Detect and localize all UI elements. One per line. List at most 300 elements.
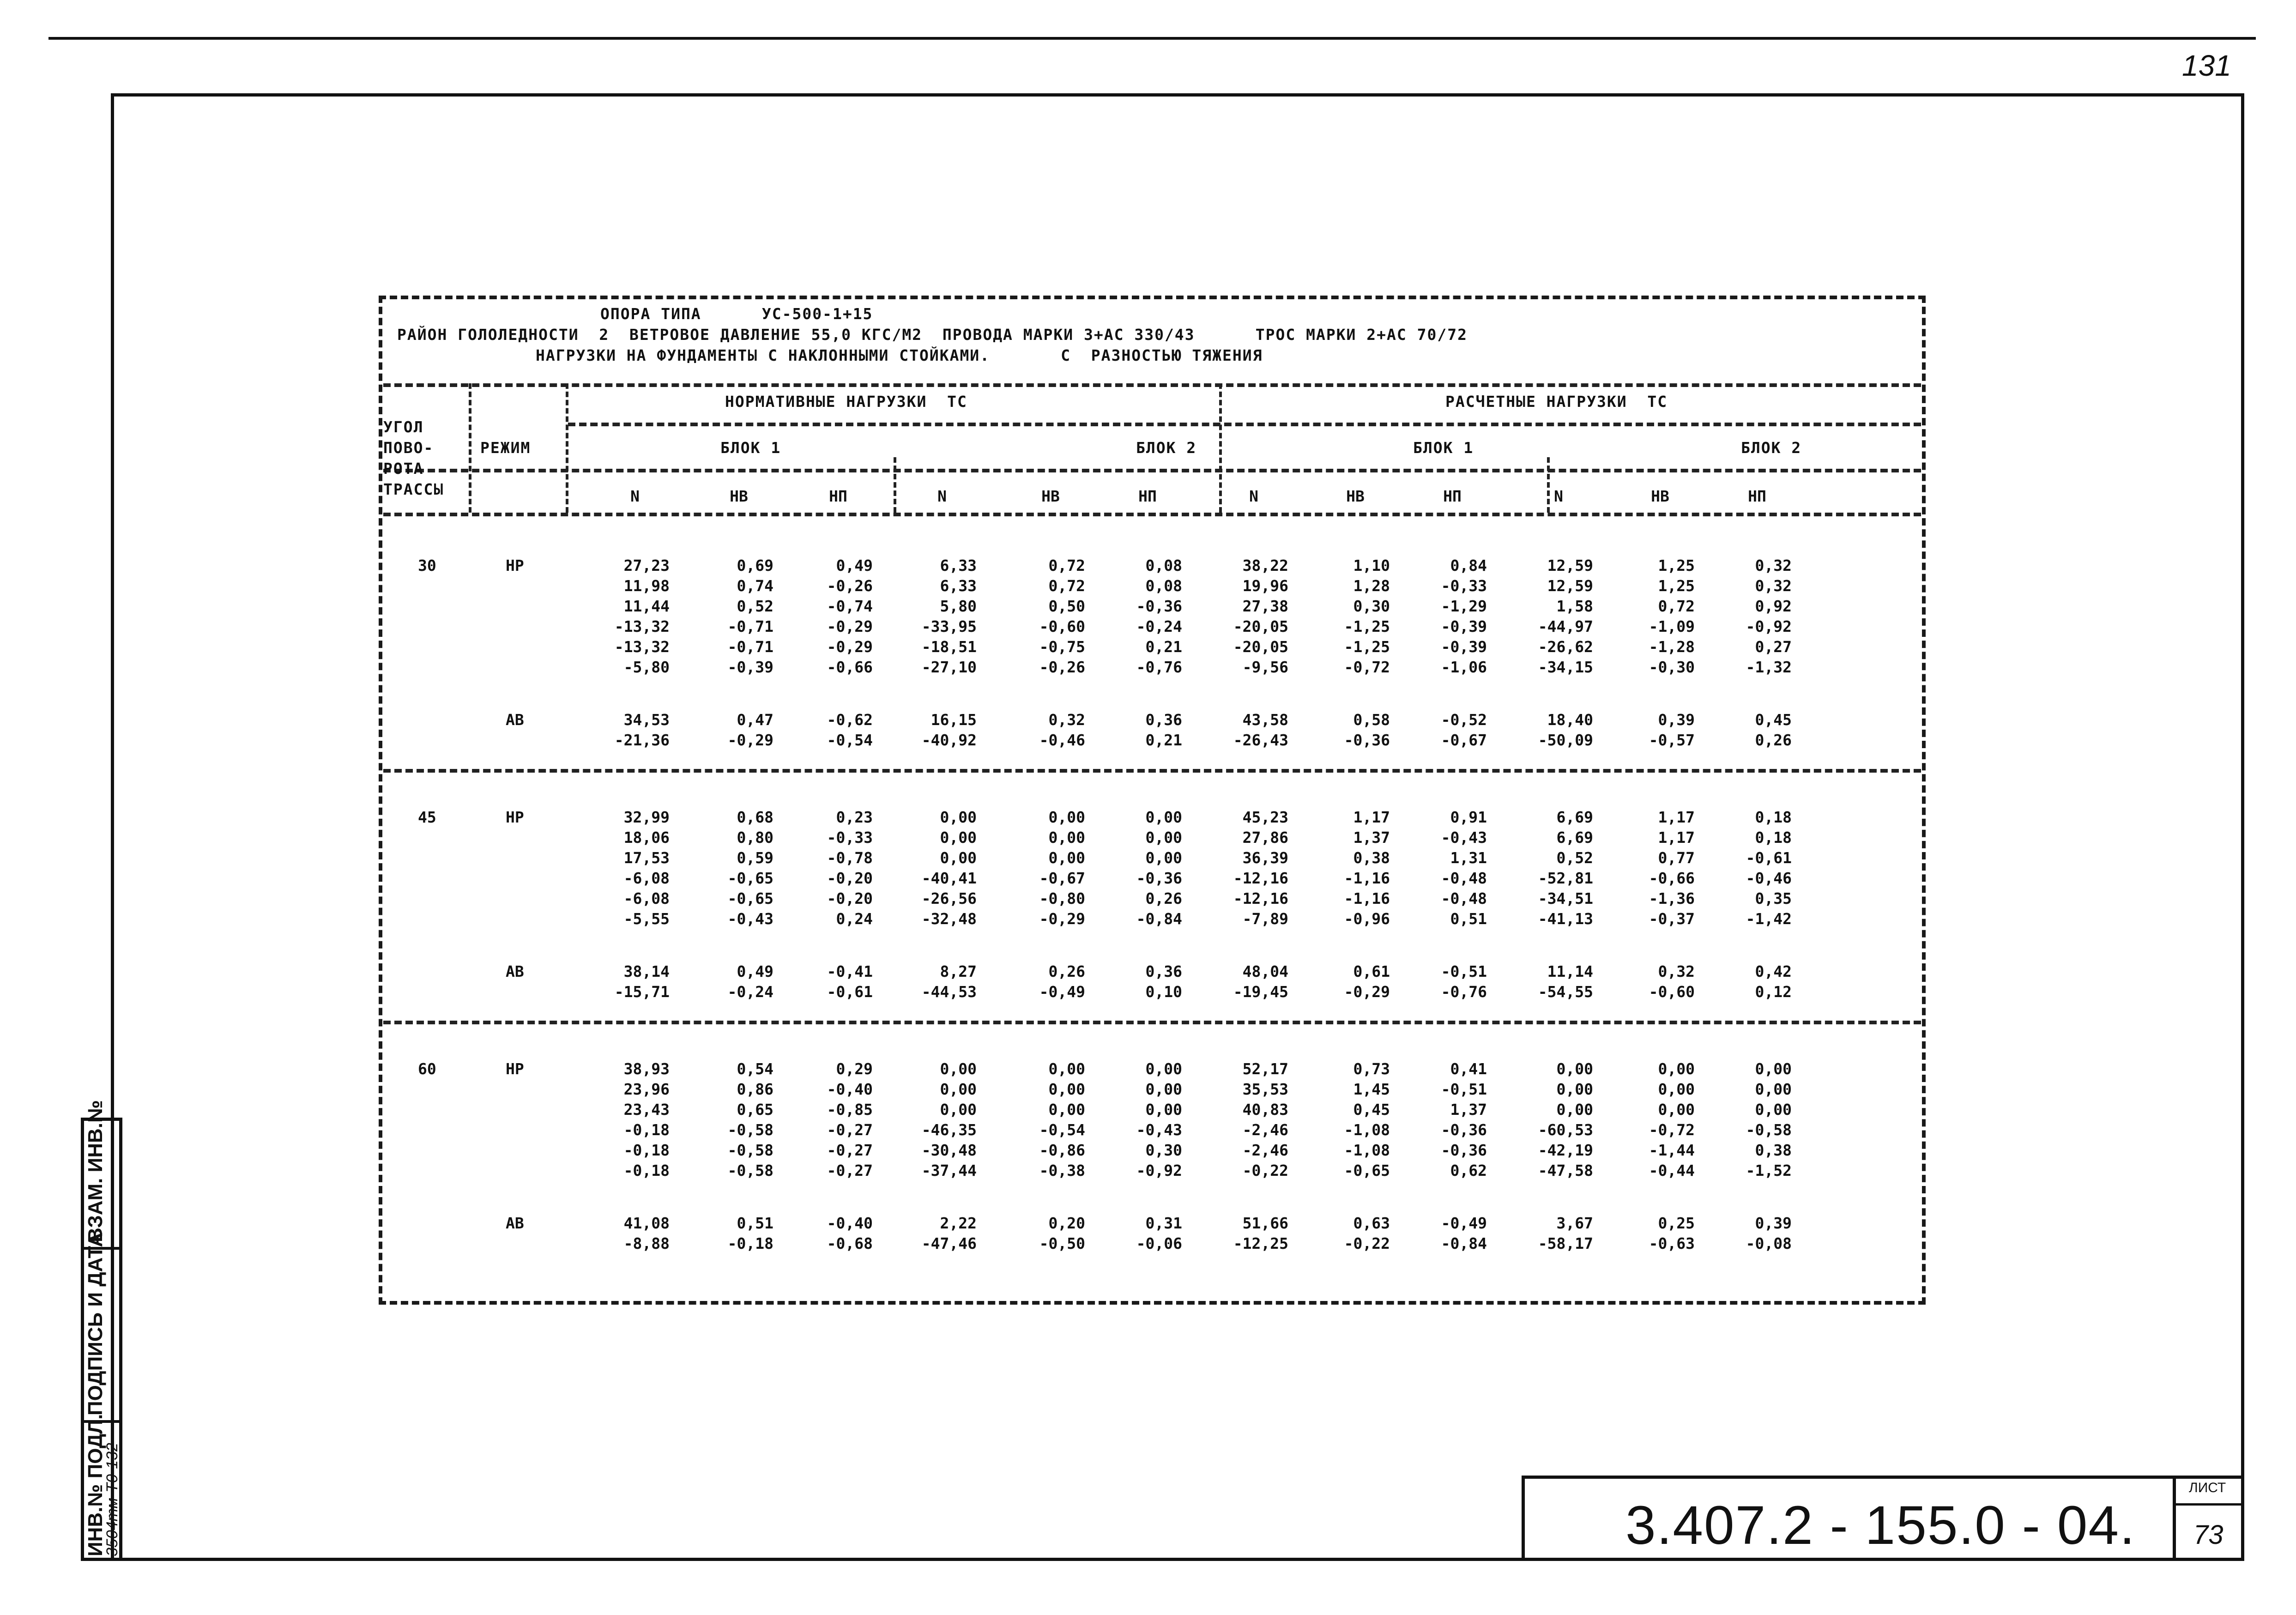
table-cell: -21,36 [614,731,670,749]
table-cell: -7,89 [1242,910,1288,928]
table-cell: -6,08 [623,889,670,907]
table-cell: -0,26 [827,577,873,595]
table-cell: 0,25 [1658,1214,1695,1232]
table-cell: -1,25 [1344,617,1390,635]
table-cell: 2,22 [940,1214,977,1232]
table-cell: -0,46 [1746,869,1792,887]
column-rule [566,383,568,513]
table-cell: -0,75 [1039,638,1085,656]
table-cell: 27,38 [1242,597,1288,615]
table-cell: -0,36 [1344,731,1390,749]
table-cell: -44,53 [921,983,977,1001]
table-cell: -9,56 [1242,658,1288,676]
table-cell: 34,53 [623,711,670,729]
table-cell: -42,19 [1538,1141,1593,1159]
table-cell: 0,26 [1755,731,1792,749]
table-cell: -0,60 [1039,617,1085,635]
table-cell: 0,00 [1755,1101,1792,1119]
table-cell: 51,66 [1242,1214,1288,1232]
table-cell: -0,49 [1039,983,1085,1001]
table-cell: -0,54 [827,731,873,749]
header-conditions: РАЙОН ГОЛОЛЕДНОСТИ 2 ВЕТРОВОЕ ДАВЛЕНИЕ 55,0 КГС/М2 ПРОВОДА МАРКИ 3+АС 330/43 ТРОС МАРКИ 2+АС 70/72 [397,326,1468,344]
table-cell: -5,80 [623,658,670,676]
table-cell: 45,23 [1242,808,1288,826]
table-cell: 0,24 [836,910,873,928]
table-cell: 17,53 [623,849,670,867]
table-cell: -0,65 [1344,1161,1390,1179]
col-design: РАСЧЕТНЫЕ НАГРУЗКИ ТС [1445,393,1668,411]
table-cell: 1,25 [1658,556,1695,575]
table-cell: 0,36 [1145,962,1182,980]
table-cell: -0,68 [827,1234,873,1252]
table-cell: -0,51 [1441,962,1487,980]
mode-value: НР [506,556,524,575]
table-cell: -1,29 [1441,597,1487,615]
table-cell: 0,00 [1755,1080,1792,1098]
col-norm-block1: БЛОК 1 [720,439,781,457]
table-cell: -26,62 [1538,638,1593,656]
table-cell: 0,18 [1755,808,1792,826]
subcol-header: НВ [1651,487,1669,505]
table-cell: 0,59 [737,849,773,867]
table-cell: -0,51 [1441,1080,1487,1098]
table-cell: 19,96 [1242,577,1288,595]
table-cell: 11,98 [623,577,670,595]
table-cell: 0,50 [1048,597,1085,615]
table-cell: -0,18 [623,1161,670,1179]
table-cell: -0,76 [1136,658,1182,676]
col-design-block2: БЛОК 2 [1741,439,1802,457]
table-cell: 0,74 [737,577,773,595]
subcol-header: НП [1138,487,1157,505]
table-cell: -0,18 [623,1121,670,1139]
table-cell: -0,61 [827,983,873,1001]
table-cell: 3,67 [1556,1214,1593,1232]
table-cell: -47,46 [921,1234,977,1252]
table-cell: -0,62 [827,711,873,729]
table-cell: -8,88 [623,1234,670,1252]
table-cell: -0,18 [727,1234,773,1252]
table-cell: -2,46 [1242,1141,1288,1159]
table-cell: -0,92 [1746,617,1792,635]
table-cell: -0,80 [1039,889,1085,907]
table-cell: -60,53 [1538,1121,1593,1139]
table-cell: 0,32 [1755,577,1792,595]
table-cell: 1,37 [1450,1101,1487,1119]
table-cell: -0,39 [1441,638,1487,656]
table-cell: -46,35 [921,1121,977,1139]
table-cell: 0,51 [737,1214,773,1232]
table-cell: -13,32 [614,638,670,656]
table-cell: 0,27 [1755,638,1792,656]
table-cell: 0,41 [1450,1060,1487,1078]
table-cell: 0,00 [1145,829,1182,847]
table-cell: 0,39 [1755,1214,1792,1232]
table-cell: -1,08 [1344,1121,1390,1139]
table-cell: 0,42 [1755,962,1792,980]
table-cell: 0,00 [1556,1060,1593,1078]
subcol-header: НВ [730,487,748,505]
table-cell: 6,69 [1556,829,1593,847]
table-cell: -0,58 [727,1121,773,1139]
table-cell: -5,55 [623,910,670,928]
table-cell: 0,00 [1048,849,1085,867]
table-cell: -0,29 [827,617,873,635]
table-cell: -0,86 [1039,1141,1085,1159]
subcol-header: N [630,487,640,505]
table-cell: -0,22 [1344,1234,1390,1252]
table-cell: 0,20 [1048,1214,1085,1232]
table-cell: -26,56 [921,889,977,907]
table-cell: 0,68 [737,808,773,826]
table-cell: 43,58 [1242,711,1288,729]
table-cell: 0,38 [1755,1141,1792,1159]
table-cell: 0,00 [940,829,977,847]
table-cell: -0,20 [827,889,873,907]
table-cell: -27,10 [921,658,977,676]
table-cell: 16,15 [930,711,977,729]
table-cell: -20,05 [1233,617,1288,635]
col-angle-3: РОТА [383,460,424,478]
table-cell: 0,00 [1145,1060,1182,1078]
table-cell: -0,40 [827,1080,873,1098]
table-cell: -0,46 [1039,731,1085,749]
table-cell: -13,32 [614,617,670,635]
subcol-header: НП [1443,487,1462,505]
table-cell: -0,65 [727,869,773,887]
table-cell: -1,25 [1344,638,1390,656]
table-cell: 0,00 [1755,1060,1792,1078]
table-cell: 0,00 [1145,808,1182,826]
table-cell: 40,83 [1242,1101,1288,1119]
table-cell: -19,45 [1233,983,1288,1001]
table-cell: 38,22 [1242,556,1288,575]
table-cell: -0,41 [827,962,873,980]
table-cell: 0,91 [1450,808,1487,826]
subcol-header: НВ [1346,487,1365,505]
col-angle-4: ТРАССЫ [383,480,444,498]
table-cell: -2,46 [1242,1121,1288,1139]
table-cell: 0,00 [940,808,977,826]
table-cell: -0,27 [827,1141,873,1159]
table-cell: 0,30 [1145,1141,1182,1159]
table-cell: 1,10 [1353,556,1390,575]
table-divider [383,1021,1921,1024]
subcol-header: N [937,487,947,505]
mode-value: НР [506,808,524,826]
col-angle-2: ПОВО- [383,439,434,457]
table-cell: -0,78 [827,849,873,867]
table-cell: -0,66 [1649,869,1695,887]
table-cell: -0,67 [1441,731,1487,749]
table-cell: -0,39 [1441,617,1487,635]
table-cell: 0,32 [1755,556,1792,575]
table-cell: -34,51 [1538,889,1593,907]
table-cell: 0,84 [1450,556,1487,575]
table-cell: 0,35 [1755,889,1792,907]
table-cell: 0,00 [940,1080,977,1098]
table-cell: -15,71 [614,983,670,1001]
table-cell: -0,43 [1441,829,1487,847]
angle-value: 30 [418,556,436,575]
subcol-header: НП [829,487,847,505]
table-cell: -0,48 [1441,869,1487,887]
table-cell: -1,44 [1649,1141,1695,1159]
table-cell: 23,43 [623,1101,670,1119]
sheet-number: 73 [2193,1520,2223,1550]
table-cell: -6,08 [623,869,670,887]
table-divider [383,383,1921,387]
table-cell: -26,43 [1233,731,1288,749]
table-cell: -0,37 [1649,910,1695,928]
table-cell: -0,44 [1649,1161,1695,1179]
table-cell: -0,92 [1136,1161,1182,1179]
table-cell: -30,48 [921,1141,977,1159]
mode-value: НР [506,1060,524,1078]
table-cell: 0,00 [1658,1101,1695,1119]
table-cell: -37,44 [921,1161,977,1179]
table-cell: -0,52 [1441,711,1487,729]
table-cell: 0,00 [940,1060,977,1078]
table-cell: 0,08 [1145,556,1182,575]
table-cell: 0,69 [737,556,773,575]
column-rule [894,457,896,513]
table-cell: 38,93 [623,1060,670,1078]
table-cell: 0,61 [1353,962,1390,980]
table-cell: -34,15 [1538,658,1593,676]
table-cell: 6,69 [1556,808,1593,826]
table-cell: 0,00 [1556,1101,1593,1119]
table-cell: 0,23 [836,808,873,826]
table-cell: 0,51 [1450,910,1487,928]
table-cell: -0,72 [1649,1121,1695,1139]
table-cell: 38,14 [623,962,670,980]
table-cell: 0,00 [1145,1080,1182,1098]
table-cell: -0,85 [827,1101,873,1119]
subcol-header: N [1554,487,1563,505]
table-cell: 0,31 [1145,1214,1182,1232]
table-cell: -0,60 [1649,983,1695,1001]
table-cell: 0,80 [737,829,773,847]
table-cell: -0,30 [1649,658,1695,676]
table-cell: -0,24 [1136,617,1182,635]
table-cell: -0,71 [727,638,773,656]
table-cell: -44,97 [1538,617,1593,635]
table-cell: -0,38 [1039,1161,1085,1179]
table-cell: 0,00 [940,849,977,867]
table-cell: -0,29 [827,638,873,656]
table-cell: 0,92 [1755,597,1792,615]
table-cell: -40,92 [921,731,977,749]
table-cell: -0,36 [1136,869,1182,887]
table-cell: -1,32 [1746,658,1792,676]
table-cell: -1,16 [1344,889,1390,907]
header-support-type: ОПОРА ТИПА УС-500-1+15 [600,305,873,323]
table-cell: 18,40 [1547,711,1593,729]
table-cell: 0,72 [1048,577,1085,595]
table-cell: -47,58 [1538,1161,1593,1179]
table-cell: -1,09 [1649,617,1695,635]
table-cell: -0,74 [827,597,873,615]
table-cell: 0,47 [737,711,773,729]
table-cell: 23,96 [623,1080,670,1098]
corner-sheet-number: 131 [2182,49,2231,82]
table-cell: -1,36 [1649,889,1695,907]
table-cell: -0,36 [1136,597,1182,615]
table-cell: 0,00 [1145,1101,1182,1119]
table-cell: -0,66 [827,658,873,676]
side-inventory-number: 3504тм-Т0-132 [103,1443,121,1556]
table-cell: -0,67 [1039,869,1085,887]
table-cell: 0,00 [1048,808,1085,826]
table-cell: 32,99 [623,808,670,826]
table-cell: -0,20 [827,869,873,887]
table-cell: -40,41 [921,869,977,887]
table-cell: 1,17 [1658,829,1695,847]
table-cell: 27,86 [1242,829,1288,847]
table-cell: -0,61 [1746,849,1792,867]
subcol-header: НВ [1041,487,1060,505]
table-cell: -0,50 [1039,1234,1085,1252]
table-cell: 0,49 [737,962,773,980]
table-divider [383,513,1921,516]
document-code: 3.407.2 - 155.0 - 04. [1625,1495,2136,1556]
table-cell: -0,29 [1344,983,1390,1001]
table-cell: -0,40 [827,1214,873,1232]
table-cell: 0,63 [1353,1214,1390,1232]
table-cell: 0,00 [940,1101,977,1119]
table-cell: -0,72 [1344,658,1390,676]
table-cell: 0,45 [1353,1101,1390,1119]
table-cell: 0,08 [1145,577,1182,595]
table-cell: -0,39 [727,658,773,676]
side-label-signature: ПОДПИСЬ И ДАТА [84,1232,107,1415]
col-angle-1: УГОЛ [383,418,424,436]
table-cell: 1,58 [1556,597,1593,615]
table-cell: 1,28 [1353,577,1390,595]
table-cell: -0,84 [1136,910,1182,928]
table-cell: 0,00 [1048,1080,1085,1098]
table-cell: 12,59 [1547,577,1593,595]
subcol-header: НП [1748,487,1766,505]
table-cell: -12,16 [1233,889,1288,907]
table-cell: 0,32 [1658,962,1695,980]
table-cell: 18,06 [623,829,670,847]
table-cell: -0,08 [1746,1234,1792,1252]
table-cell: 0,54 [737,1060,773,1078]
table-cell: -0,43 [1136,1121,1182,1139]
table-cell: -12,16 [1233,869,1288,887]
table-cell: 0,39 [1658,711,1695,729]
table-cell: 0,52 [737,597,773,615]
table-cell: -1,06 [1441,658,1487,676]
subcol-header: N [1249,487,1258,505]
table-cell: 6,33 [940,577,977,595]
table-cell: 0,00 [1048,1101,1085,1119]
table-divider [383,769,1921,773]
sheet-label: ЛИСТ [2189,1480,2226,1495]
table-cell: -0,27 [827,1121,873,1139]
table-cell: -54,55 [1538,983,1593,1001]
table-cell: 1,17 [1658,808,1695,826]
table-cell: 5,80 [940,597,977,615]
table-cell: 11,14 [1547,962,1593,980]
top-rule [48,37,2256,40]
sheet-box-divider [2173,1503,2244,1506]
table-cell: -0,96 [1344,910,1390,928]
col-mode: РЕЖИМ [480,439,531,457]
table-cell: -41,13 [1538,910,1593,928]
table-cell: -58,17 [1538,1234,1593,1252]
table-cell: -1,16 [1344,869,1390,887]
table-cell: 0,29 [836,1060,873,1078]
table-cell: -1,08 [1344,1141,1390,1159]
table-cell: -0,33 [1441,577,1487,595]
table-cell: -32,48 [921,910,977,928]
table-cell: 0,00 [1048,829,1085,847]
table-cell: -0,58 [1746,1121,1792,1139]
table-cell: -0,18 [623,1141,670,1159]
table-cell: -50,09 [1538,731,1593,749]
mode-value: АВ [506,962,524,980]
table-cell: -0,49 [1441,1214,1487,1232]
table-cell: 27,23 [623,556,670,575]
table-cell: -33,95 [921,617,977,635]
table-cell: 11,44 [623,597,670,615]
table-cell: -0,63 [1649,1234,1695,1252]
col-norm-block2: БЛОК 2 [1136,439,1197,457]
table-cell: -0,71 [727,617,773,635]
table-cell: -0,24 [727,983,773,1001]
table-cell: -0,76 [1441,983,1487,1001]
table-cell: 1,17 [1353,808,1390,826]
table-cell: -0,36 [1441,1121,1487,1139]
table-cell: -0,27 [827,1161,873,1179]
table-cell: 0,45 [1755,711,1792,729]
table-divider [383,469,1921,472]
table-cell: -0,22 [1242,1161,1288,1179]
table-cell: -1,28 [1649,638,1695,656]
table-cell: -0,29 [1039,910,1085,928]
table-cell: 1,37 [1353,829,1390,847]
table-cell: 0,38 [1353,849,1390,867]
table-cell: 0,21 [1145,638,1182,656]
table-cell: 12,59 [1547,556,1593,575]
table-cell: 0,72 [1658,597,1695,615]
table-cell: -0,33 [827,829,873,847]
table-cell: 1,45 [1353,1080,1390,1098]
table-cell: 0,26 [1145,889,1182,907]
table-cell: 35,53 [1242,1080,1288,1098]
side-label-replaced: ВЗАМ. ИНВ.№ [84,1100,107,1242]
table-cell: -0,57 [1649,731,1695,749]
table-cell: -0,29 [727,731,773,749]
table-cell: 52,17 [1242,1060,1288,1078]
table-cell: 0,65 [737,1101,773,1119]
column-rule [469,383,471,513]
table-cell: 48,04 [1242,962,1288,980]
table-cell: 8,27 [940,962,977,980]
table-cell: -0,36 [1441,1141,1487,1159]
table-cell: 0,36 [1145,711,1182,729]
table-cell: -12,25 [1233,1234,1288,1252]
table-cell: 36,39 [1242,849,1288,867]
table-cell: -0,58 [727,1141,773,1159]
table-cell: 41,08 [623,1214,670,1232]
table-cell: 0,00 [1556,1080,1593,1098]
table-cell: 0,00 [1048,1060,1085,1078]
table-cell: -0,65 [727,889,773,907]
